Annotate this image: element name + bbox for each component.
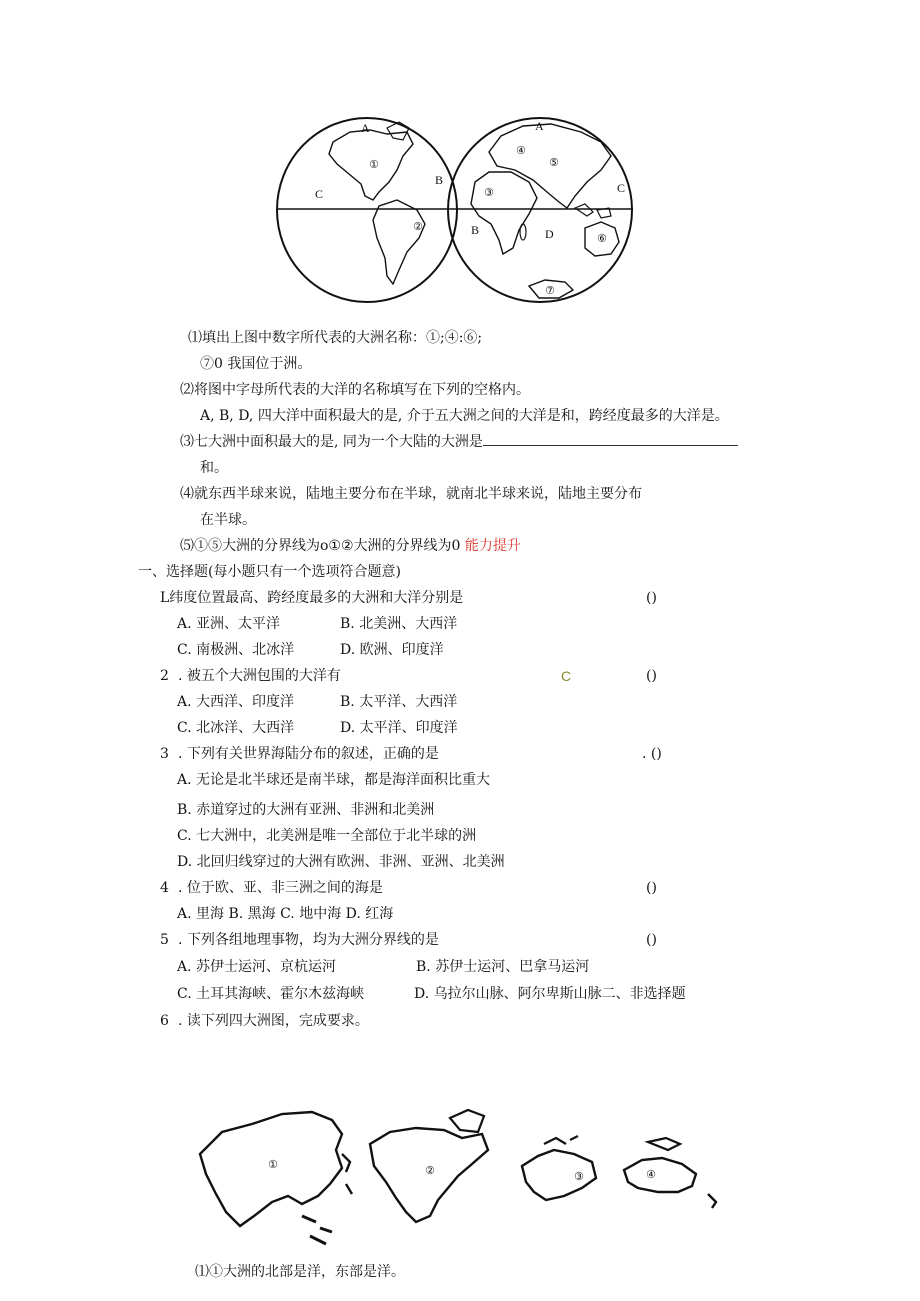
ocean-label-b-east: B [471,223,480,237]
continent-label-5: ⑤ [549,156,559,169]
q2-answer-paren[interactable]: () [646,668,657,684]
q3-number: 3 [160,746,169,762]
q5-answer-paren[interactable]: () [646,932,657,948]
continent-label-6: ⑥ [597,232,607,245]
part1-q1b: ⑦0 我国位于洲。 [200,356,312,372]
part1-q2b: A, B, D, 四大洋中面积最大的是, 介于五大洲之间的大洋是和，跨经度最多的大洋是。 [200,408,729,424]
scandinavia-outline [544,1136,578,1144]
africa-shape [471,172,537,254]
part1-q5: ⑸①⑤大洲的分界线为o①②大洲的分界线为0 [180,538,461,554]
part1-q4b: 在半球。 [200,512,256,528]
q6-stem: . 读下列四大洲图，完成要求。 [178,1013,369,1029]
continent-label-7: ⑦ [545,284,555,297]
four-continents-map [192,1104,732,1254]
q2-handwritten-answer: C [561,668,572,684]
ocean-label-a-east: A [535,119,544,133]
continent-label-2: ② [425,1164,435,1177]
madagascar-shape [520,224,526,240]
q5-option-b[interactable]: B. 苏伊士运河、巴拿马运河 [416,959,590,975]
q1-answer-paren[interactable]: () [646,590,657,606]
q2-option-b[interactable]: B. 太平洋、大西洋 [340,694,458,710]
q6-number: 6 [160,1013,169,1029]
q4-stem: . 位于欧、亚、非三洲之间的海是 [178,880,383,896]
q3-answer-paren[interactable]: . () [642,746,662,762]
part1-q1a: ⑴填出上图中数字所代表的大洲名称：①;④:⑥; [188,330,483,346]
continent-label-3: ③ [574,1170,584,1183]
q3-option-b[interactable]: B. 赤道穿过的大洲有亚洲、非洲和北美洲 [177,802,435,818]
new-zealand-outline [708,1194,716,1208]
q1-option-d[interactable]: D. 欧洲、印度洋 [340,642,444,658]
ability-heading: 能力提升 [464,538,521,554]
q2-option-d[interactable]: D. 太平洋、印度洋 [340,720,458,736]
q5-option-a[interactable]: A. 苏伊士运河、京杭运河 [177,959,337,975]
q3-option-d[interactable]: D. 北回归线穿过的大洲有欧洲、非洲、亚洲、北美洲 [177,854,505,870]
continent-label-1: ① [268,1158,278,1171]
continent-label-3: ③ [484,186,494,199]
australia-outline [624,1158,696,1192]
new-guinea-outline [648,1138,680,1150]
part1-q4a: ⑷就东西半球来说，陆地主要分布在半球，就南北半球来说，陆地主要分布 [180,486,642,502]
indonesia-islands [302,1216,332,1244]
japan-islands [342,1154,352,1194]
western-hemisphere-outline [277,118,457,302]
ocean-label-c-east: C [617,181,626,195]
q3-option-c[interactable]: C. 七大洲中，北美洲是唯一全部位于北半球的洲 [177,828,477,844]
ocean-label-b-west: B [435,173,444,187]
q1-option-a[interactable]: A. 亚洲、太平洋 [177,616,281,632]
q5-number: 5 [160,932,169,948]
q2-number: 2 [160,668,169,684]
answer-blank[interactable] [483,432,738,446]
south-america-shape [373,200,425,284]
part1-q5-line [180,536,521,556]
q1-stem: L纬度位置最高、跨经度最多的大洲和大洋分别是 [160,590,464,606]
part1-q3a: ⑶七大洲中面积最大的是, 同为一个大陆的大洲是 [180,434,483,450]
q5-option-d[interactable]: D. 乌拉尔山脉、阿尔卑斯山脉二、非选择题 [414,986,686,1002]
southeast-asia-islands [575,204,611,218]
part1-q2a: ⑵将图中字母所代表的大洋的名称填写在下列的空格内。 [180,382,530,398]
part1-q3b: 和。 [200,460,228,476]
continent-label-4: ④ [516,144,526,157]
continent-label-4: ④ [646,1168,656,1181]
greenland-shape [387,122,409,140]
q3-option-a[interactable]: A. 无论是北半球还是南半球，都是海洋面积比重大 [177,772,491,788]
q5-stem: . 下列各组地理事物，均为大洲分界线的是 [178,932,439,948]
q4-answer-paren[interactable]: () [646,880,657,896]
part1-q3a-line [180,432,738,452]
ocean-label-a-west: A [361,121,370,135]
section1-heading: 一、选择题(每小题只有一个选项符合题意) [138,564,401,580]
q3-stem: . 下列有关世界海陆分布的叙述，正确的是 [178,746,439,762]
greenland-outline [450,1110,484,1132]
europe-outline [522,1150,596,1200]
ocean-label-c-west: C [315,187,324,201]
q1-option-b[interactable]: B. 北美洲、大西洋 [340,616,458,632]
q4-options[interactable]: A. 里海 B. 黑海 C. 地中海 D. 红海 [177,906,394,922]
q2-option-a[interactable]: A. 大西洋、印度洋 [177,694,295,710]
ocean-label-d-east: D [545,227,554,241]
q5-option-c[interactable]: C. 土耳其海峡、霍尔木兹海峡 [177,986,365,1002]
part2-q1: ⑴①大洲的北部是洋，东部是洋。 [195,1264,405,1280]
q1-option-c[interactable]: C. 南极洲、北冰洋 [177,642,295,658]
q2-stem: . 被五个大洲包围的大洋有 [178,668,341,684]
hemispheres-map [275,112,645,312]
q4-number: 4 [160,880,169,896]
q2-option-c[interactable]: C. 北冰洋、大西洋 [177,720,295,736]
continent-label-1: ① [369,158,379,171]
continent-label-2: ② [413,220,423,233]
